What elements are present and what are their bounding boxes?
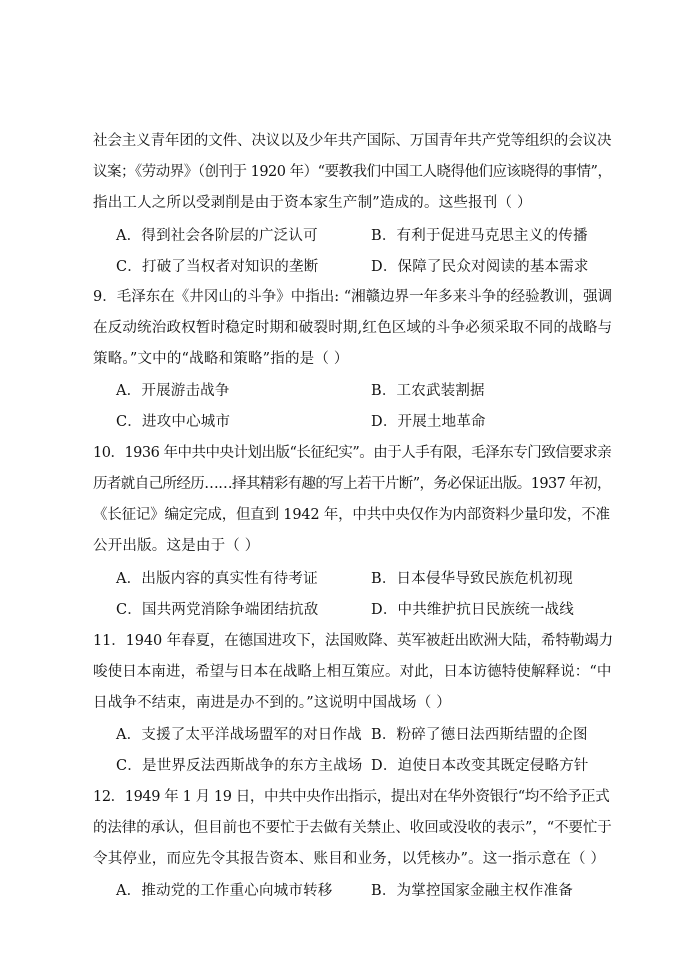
q10-stem-line-2: 历者就自己所经历……择其精彩有趣的写上若干片断”，务必保证出版。1937 年初，	[93, 476, 611, 492]
q9-stem-line-1: 9．毛泽东在《井冈山的斗争》中指出: “湘赣边界一年多来斗争的经验教训，强调	[93, 289, 613, 305]
q9-option-c: C．进攻中心城市	[116, 414, 231, 430]
q11-option-d: D．迫使日本改变其既定侵略方针	[371, 758, 589, 774]
q11-option-b: B．粉碎了德日法西斯结盟的企图	[371, 727, 588, 743]
q8-option-a: A．得到社会各阶层的广泛认可	[116, 228, 318, 244]
q11-stem-line-1: 11．1940 年春夏，在德国进攻下，法国败降、英军被赶出欧洲大陆，希特勒竭力	[93, 633, 614, 649]
q10-stem-line-1: 10．1936 年中共中央计划出版“长征纪实”。由于人手有限，毛泽东专门致信要求亲	[93, 445, 612, 461]
q10-stem-line-4: 公开出版。这是由于（ ）	[93, 538, 260, 554]
q11-option-c: C．是世界反法西斯战争的东方主战场	[116, 758, 363, 774]
q11-stem-line-2: 唆使日本南进，希望与日本在战略上相互策应。对此，日本访德特使解释说：“中	[93, 664, 612, 680]
q12-option-b: B．为掌控国家金融主权作准备	[371, 883, 573, 899]
q12-option-a: A．推动党的工作重心向城市转移	[116, 883, 333, 899]
q8-stem-line-1: 社会主义青年团的文件、决议以及少年共产国际、万国青年共产党等组织的会议决	[93, 133, 612, 149]
q9-option-a: A．开展游击战争	[116, 383, 230, 399]
q9-stem-line-2: 在反动统治政权暂时稳定时期和破裂时期,红色区域的斗争必须采取不同的战略与	[93, 320, 613, 336]
q11-stem-line-3: 日战争不结束，南进是办不到的。”这说明中国战场（ ）	[93, 695, 451, 711]
q10-option-c: C．国共两党消除争端团结抗敌	[116, 602, 319, 618]
q12-stem-line-3: 令其停业，而应先令其报告资本、账目和业务，以凭核办”。这一指示意在（ ）	[93, 851, 606, 867]
q8-option-c: C．打破了当权者对知识的垄断	[116, 259, 319, 275]
q9-option-d: D．开展土地革命	[371, 414, 486, 430]
q12-stem-line-1: 12．1949 年 1 月 19 日，中共中央作出指示，提出对在华外资银行“均不给予正式	[93, 789, 610, 805]
q10-option-a: A．出版内容的真实性有待考证	[116, 571, 318, 587]
q10-option-b: B．日本侵华导致民族危机初现	[371, 571, 573, 587]
q8-option-b: B．有利于促进马克思主义的传播	[371, 228, 588, 244]
q8-option-d: D．保障了民众对阅读的基本需求	[371, 259, 589, 275]
q8-stem-line-2: 议案；《劳动界》（创刊于 1920 年）“要教我们中国工人晓得他们应该晓得的事情”，	[93, 164, 612, 180]
q10-stem-line-3: 《长征记》编定完成，但直到 1942 年，中共中央仅作为内部资料少量印发，不准	[93, 507, 610, 523]
q9-option-b: B．工农武装割据	[371, 383, 485, 399]
q9-stem-line-3: 策略。”文中的“战略和策略”指的是（ ）	[93, 351, 349, 367]
q10-option-d: D．中共维护抗日民族统一战线	[371, 602, 574, 618]
q11-option-a: A．支援了太平洋战场盟军的对日作战	[116, 727, 362, 743]
q8-stem-line-3: 指出工人之所以受剥削是由于资本家生产制”造成的。这些报刊（ ）	[93, 195, 532, 211]
q12-stem-line-2: 的法律的承认，但目前也不要忙于去做有关禁止、收回或没收的表示”，“不要忙于	[93, 820, 612, 836]
